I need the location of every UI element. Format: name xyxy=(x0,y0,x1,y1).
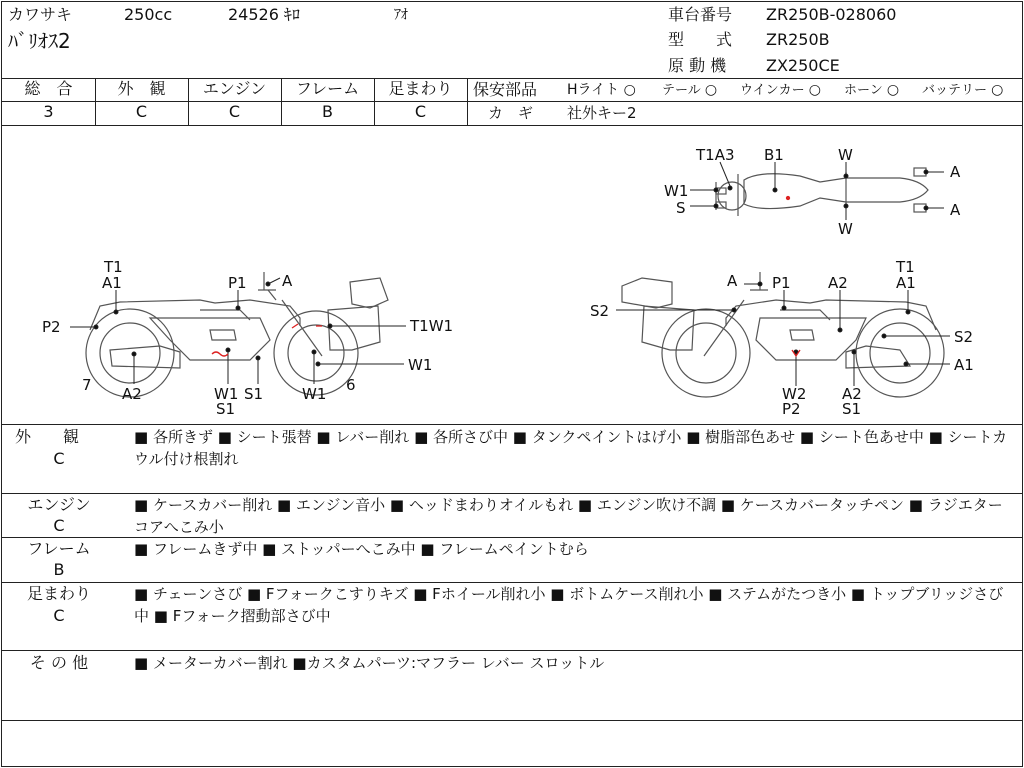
key-label: カ ギ xyxy=(488,104,534,122)
label-left-t1w1: T1W1 xyxy=(410,317,454,335)
grade-label-frame: フレーム xyxy=(295,79,360,98)
safety-tail: テール ○ xyxy=(662,82,718,98)
grade-label-suspension: 足まわり xyxy=(388,79,453,98)
label-right-a2: A2 xyxy=(828,274,848,292)
remark-grade-frame: B xyxy=(53,560,65,579)
displacement: 250cc xyxy=(124,5,173,24)
safety-label: 保安部品 xyxy=(473,80,538,99)
grade-label-engine: エンジン xyxy=(202,79,267,98)
label-right-p1: P1 xyxy=(772,274,791,292)
label-right-a2-bottom: A2 xyxy=(842,385,862,403)
label-left-7: 7 xyxy=(82,376,92,394)
safety-headlight: Hライト ○ xyxy=(567,82,636,98)
label-top-w-upper: W xyxy=(838,146,853,164)
label-left-a1: A1 xyxy=(102,274,122,292)
remark-label-other: そ の 他 xyxy=(29,653,89,672)
chassis-value: ZR250B-028060 xyxy=(766,5,897,24)
label-top-a-upper: A xyxy=(950,163,961,181)
remark-text-other: ■ メーターカバー割れ ■カスタムパーツ:マフラー レバー スロットル xyxy=(134,654,605,672)
label-top-w-lower: W xyxy=(838,220,853,238)
label-left-t1: T1 xyxy=(104,258,123,276)
label-right-s2-left: S2 xyxy=(590,302,610,320)
remark-grade-engine: C xyxy=(53,516,65,535)
label-left-s1-bottom: S1 xyxy=(216,400,236,418)
grade-value-engine: C xyxy=(228,102,241,121)
grade-value-exterior: C xyxy=(135,102,148,121)
label-left-p1: P1 xyxy=(228,274,247,292)
label-top-b1: B1 xyxy=(764,146,784,164)
chassis-label: 車台番号 xyxy=(668,5,733,24)
remark-text-suspension: ■ チェーンさび ■ Fフォークこすりキズ ■ Fホイール削れ小 ■ ボトムケース削れ小 ■ ステムがたつき小 ■ トップブリッジさび中 ■ Fフォーク摺動部さび中 xyxy=(134,585,1004,625)
remark-text-engine: ■ ケースカバー削れ ■ エンジン音小 ■ ヘッドまわりオイルもれ ■ エンジン吹け不調 ■ ケースカバータッチペン ■ ラジエターコアへこみ小 xyxy=(134,496,1003,536)
label-left-w1-right: W1 xyxy=(408,356,433,374)
label-left-a2: A2 xyxy=(122,385,142,403)
label-left-s1: S1 xyxy=(244,385,264,403)
remark-grade-suspension: C xyxy=(53,606,65,625)
label-right-a1: A1 xyxy=(896,274,916,292)
safety-winker: ウインカー ○ xyxy=(740,82,821,98)
label-top-w1: W1 xyxy=(664,182,689,200)
label-right-w2: W2 xyxy=(782,385,807,403)
label-right-a1-lower: A1 xyxy=(954,356,974,374)
label-right-t1: T1 xyxy=(896,258,915,276)
label-top-a-lower: A xyxy=(950,201,961,219)
remark-label-engine: エンジン xyxy=(27,495,91,514)
label-left-w1: W1 xyxy=(302,385,327,403)
label-top-t1a3: T1A3 xyxy=(696,146,735,164)
label-left-6: 6 xyxy=(346,376,356,394)
label-left-a: A xyxy=(282,272,293,290)
remark-text-frame: ■ フレームきず中 ■ ストッパーへこみ中 ■ フレームペイントむら xyxy=(134,540,589,558)
grade-value-suspension: C xyxy=(414,102,427,121)
model-name: ﾊﾞﾘｵｽ2 xyxy=(8,29,71,53)
label-left-w1-bottom: W1 xyxy=(214,385,239,403)
grade-value-frame: B xyxy=(322,102,333,121)
remark-label-frame: フレーム xyxy=(27,539,91,558)
label-right-p2: P2 xyxy=(782,400,801,418)
remark-divider xyxy=(1,720,1023,721)
safety-horn: ホーン ○ xyxy=(844,82,900,98)
key-value: 社外キー2 xyxy=(567,104,637,122)
grade-label-overall: 総 合 xyxy=(24,79,73,98)
remark-label-exterior: 外 観 xyxy=(14,427,79,446)
safety-battery: バッテリー ○ xyxy=(922,82,1004,98)
engine-label: 原 動 機 xyxy=(668,56,727,75)
top-view-bike xyxy=(716,168,928,216)
color: ｱｵ xyxy=(394,7,408,23)
grade-value-overall: 3 xyxy=(43,102,54,121)
label-top-s: S xyxy=(676,199,686,217)
grade-label-exterior: 外 観 xyxy=(117,79,166,98)
remark-label-suspension: 足まわり xyxy=(26,584,91,603)
label-right-s2: S2 xyxy=(954,328,974,346)
label-right-a: A xyxy=(727,272,738,290)
label-right-s1: S1 xyxy=(842,400,862,418)
type-label: 型 式 xyxy=(668,30,733,49)
remark-divider xyxy=(1,650,1023,651)
engine-value: ZX250CE xyxy=(766,56,840,75)
remark-grade-exterior: C xyxy=(53,449,65,468)
label-left-p2: P2 xyxy=(42,318,61,336)
maker: カワサキ xyxy=(8,5,73,24)
mileage: 24526 ｷﾛ xyxy=(228,5,300,24)
remark-text-exterior: ■ 各所きず ■ シート張替 ■ レバー削れ ■ 各所さび中 ■ タンクペイントはげ小 ■ 樹脂部色あせ ■ シート色あせ中 ■ シートカウル付け根割れ xyxy=(134,428,1008,468)
type-value: ZR250B xyxy=(766,30,830,49)
